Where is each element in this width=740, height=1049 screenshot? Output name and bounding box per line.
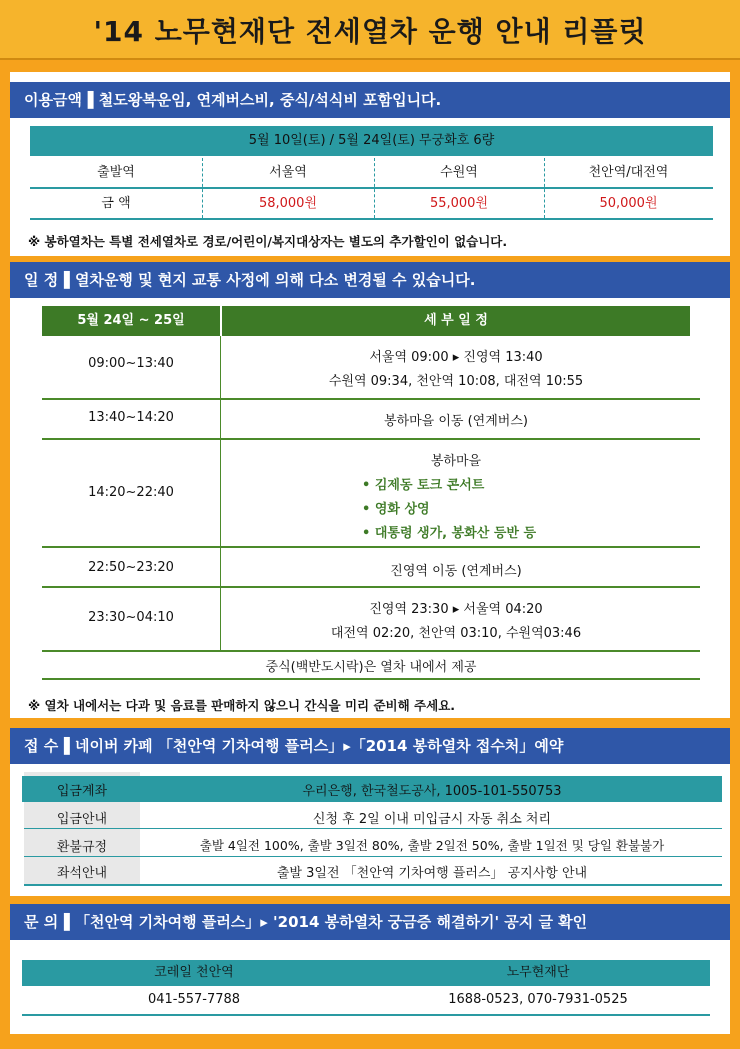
fee-card	[10, 72, 730, 256]
schedule-detail-line: 봉하마을 이동 (연계버스)	[384, 414, 528, 429]
page-title: '14 노무현재단 전세열차 운행 안내 리플릿	[93, 15, 647, 48]
schedule-bullet-item: • 영화 상영	[362, 502, 430, 517]
schedule-time: 22:50~23:20	[88, 560, 174, 575]
schedule-detail-line: 진영역 이동 (연계버스)	[390, 564, 522, 579]
reception-value: 출발 4일전 100%, 출발 3일전 80%, 출발 2일전 50%, 출발 1일전 및 당일 환불불가	[199, 838, 665, 853]
schedule-time: 14:20~22:40	[88, 485, 174, 500]
inquiry-band: 문 의▐ 「천안역 기차여행 플러스」▸ '2014 봉하열차 궁금증 해결하기' 공지 글 확인	[10, 904, 730, 940]
schedule-bullet-item: • 김제동 토크 콘서트	[362, 478, 485, 493]
schedule-head-date: 5월 24일 ~ 25일	[42, 306, 220, 336]
inquiry-header-foundation: 노무현재단	[366, 960, 710, 986]
reception-card	[10, 728, 730, 896]
price-cheonan-daejeon: 50,000원	[599, 196, 658, 211]
schedule-row-divider	[42, 650, 700, 652]
schedule-bullet-item: • 대통령 생가, 봉화산 등반 등	[362, 526, 537, 541]
bullet-text: 대통령 생가, 봉화산 등반 등	[374, 526, 537, 541]
schedule-note: ※ 열차 내에서는 다과 및 음료를 판매하지 않으니 간식을 미리 준비해 주세요.	[28, 698, 456, 713]
fee-header-2: 수원역	[440, 165, 478, 180]
fee-row-label: 금 액	[101, 196, 131, 211]
inquiry-phone-foundation: 1688-0523, 070-7931-0525	[448, 992, 628, 1007]
schedule-detail-line: 대전역 02:20, 천안역 03:10, 수원역03:46	[330, 626, 582, 641]
train-info: 5월 10일(토) / 5월 24일(토) 무궁화호 6량	[30, 126, 713, 156]
reception-label: 입금계좌	[56, 784, 108, 799]
schedule-row-divider	[42, 438, 700, 440]
reception-value: 우리은행, 한국철도공사, 1005-101-550753	[302, 784, 562, 799]
schedule-detail-line: 봉하마을	[430, 454, 482, 469]
schedule-detail-line: 수원역 09:34, 천안역 10:08, 대전역 10:55	[328, 374, 584, 389]
reception-bottom-line	[24, 884, 722, 886]
schedule-head-detail: 세 부 일 정	[222, 306, 690, 336]
schedule-row-divider	[42, 586, 700, 588]
schedule-time: 09:00~13:40	[88, 356, 174, 371]
fee-col-divider	[374, 158, 375, 218]
reception-label: 입금안내	[56, 812, 108, 827]
fee-header-3: 천안역/대전역	[588, 165, 669, 180]
reception-divider	[24, 856, 722, 857]
schedule-time: 13:40~14:20	[88, 410, 174, 425]
schedule-detail-line: 서울역 09:00 ▸ 진영역 13:40	[369, 350, 543, 365]
schedule-band: 일 정▐ 열차운행 및 현지 교통 사정에 의해 다소 변경될 수 있습니다.	[10, 262, 730, 298]
fee-divider	[30, 187, 713, 189]
reception-label: 환불규정	[56, 840, 108, 855]
fee-band: 이용금액▐ 철도왕복운임, 연계버스비, 중식/석식비 포함입니다.	[10, 82, 730, 118]
inquiry-header-korail: 코레일 천안역	[22, 960, 366, 986]
schedule-time: 23:30~04:10	[88, 610, 174, 625]
schedule-detail-line: 진영역 23:30 ▸ 서울역 04:20	[369, 602, 543, 617]
schedule-row-divider	[42, 546, 700, 548]
title-bar	[0, 0, 740, 60]
fee-header-1: 서울역	[269, 165, 307, 180]
reception-value: 신청 후 2일 이내 미입금시 자동 취소 처리	[312, 812, 552, 827]
price-suwon: 55,000원	[429, 196, 489, 211]
fee-col-divider	[544, 158, 545, 218]
fee-note: ※ 봉하열차는 특별 전세열차로 경로/어린이/복지대상자는 별도의 추가할인이 없습니다.	[28, 234, 508, 249]
reception-band: 접 수▐ 네이버 카페 「천안역 기차여행 플러스」▸「2014 봉하열차 접수처」예약	[10, 728, 730, 764]
fee-header-0: 출발역	[97, 165, 135, 180]
bullet-text: 김제동 토크 콘서트	[374, 478, 485, 493]
reception-divider	[24, 828, 722, 829]
schedule-card	[10, 262, 730, 718]
reception-label: 좌석안내	[56, 866, 108, 881]
price-seoul: 58,000원	[258, 196, 318, 211]
schedule-col-divider	[220, 336, 221, 650]
schedule-bottom-line	[42, 678, 700, 680]
reception-value: 출발 3일전 「천안역 기차여행 플러스」 공지사항 안내	[276, 866, 588, 881]
fee-bottom-line	[30, 218, 713, 220]
bullet-text: 영화 상영	[374, 502, 430, 517]
inquiry-card	[10, 904, 730, 1034]
meal-info: 중식(백반도시락)은 열차 내에서 제공	[265, 660, 477, 675]
fee-col-divider	[202, 158, 203, 218]
inquiry-bottom-line	[22, 1014, 710, 1016]
schedule-row-divider	[42, 398, 700, 400]
inquiry-phone-korail: 041-557-7788	[147, 992, 241, 1007]
